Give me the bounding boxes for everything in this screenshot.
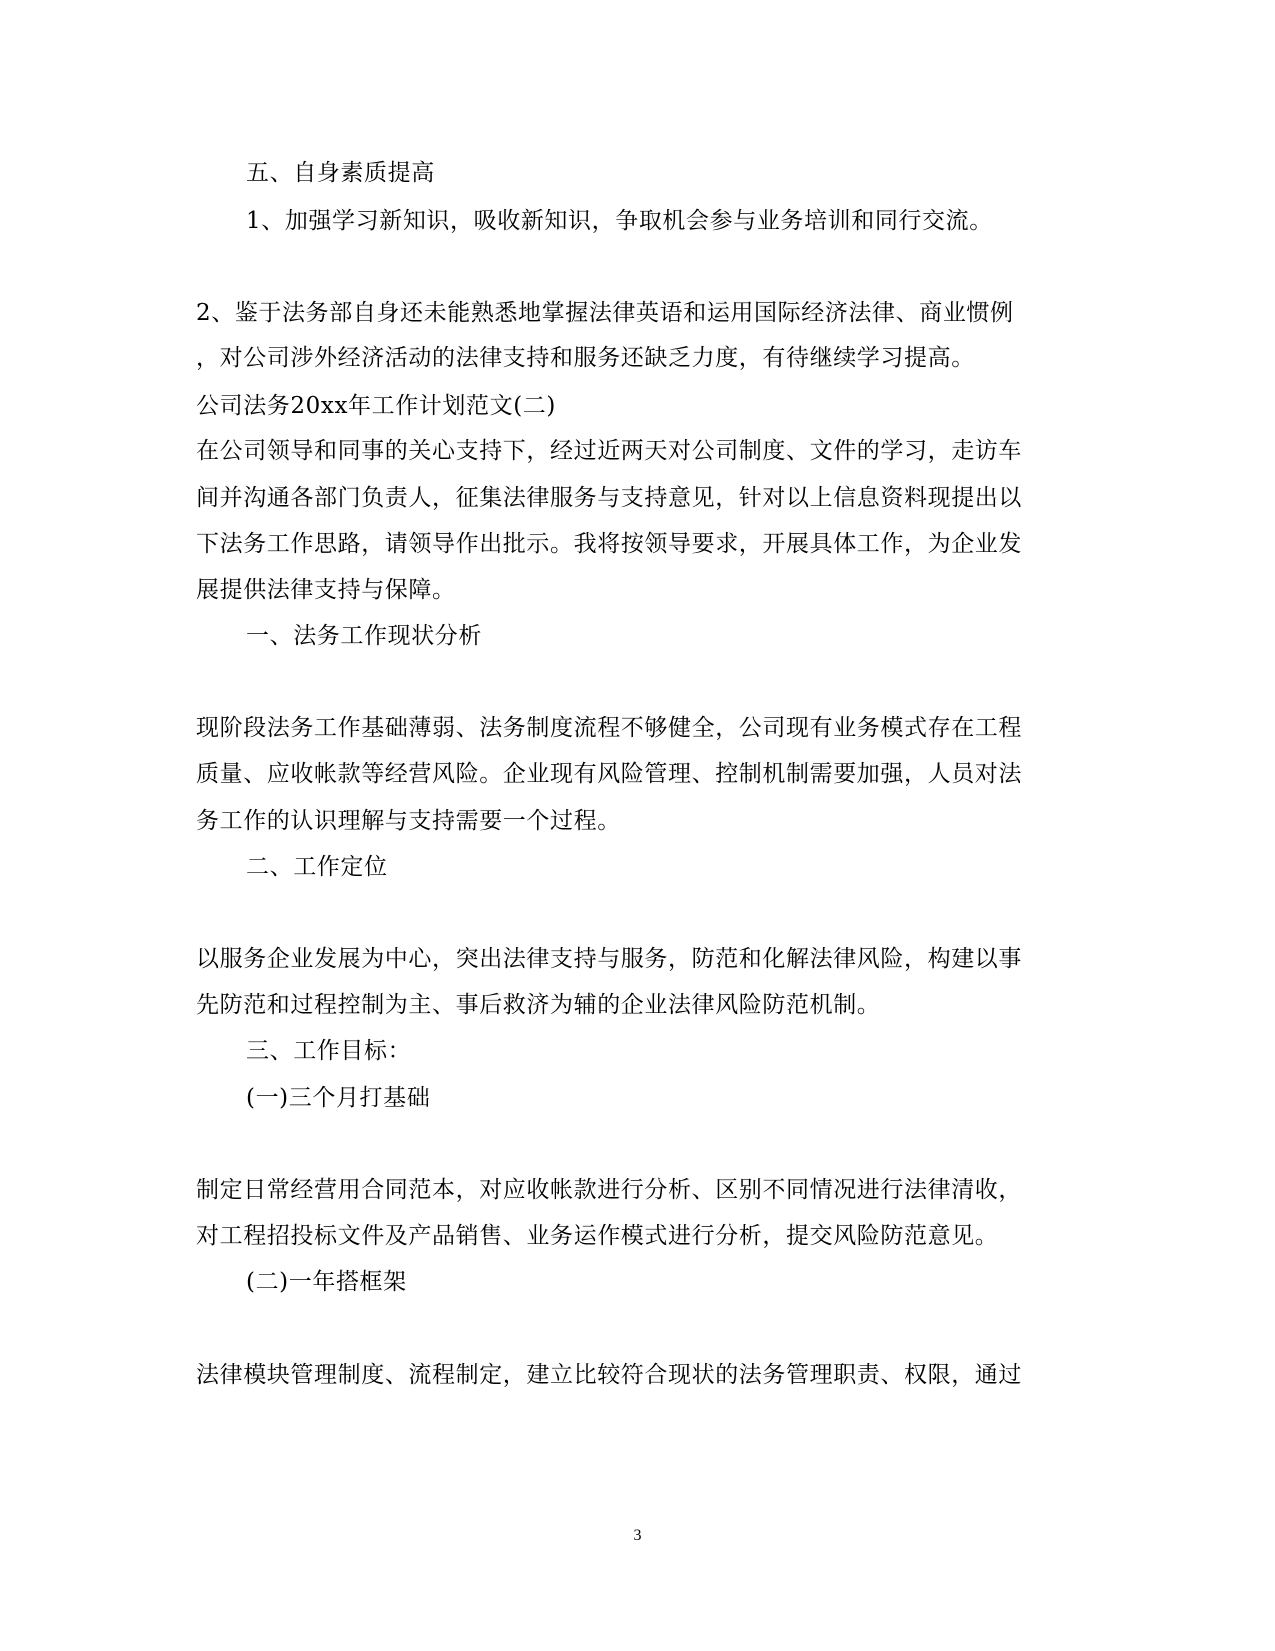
paragraph-line: 制定日常经营用合同范本，对应收帐款进行分析、区别不同情况进行法律清收，: [196, 1177, 1022, 1203]
paragraph-line: 法律模块管理制度、流程制定，建立比较符合现状的法务管理职责、权限，通过: [196, 1362, 1022, 1388]
paragraph-line: 现阶段法务工作基础薄弱、法务制度流程不够健全，公司现有业务模式存在工程: [196, 715, 1022, 741]
paragraph-line: 2、鉴于法务部自身还未能熟悉地掌握法律英语和运用国际经济法律、商业惯例: [196, 300, 1014, 326]
list-item-1: 1、加强学习新知识，吸收新知识，争取机会参与业务培训和同行交流。: [246, 208, 993, 234]
section-heading-1: 一、法务工作现状分析: [246, 623, 482, 649]
paragraph-line: 间并沟通各部门负责人，征集法律服务与支持意见，针对以上信息资料现提出以: [196, 485, 1022, 511]
paragraph-line: ，对公司涉外经济活动的法律支持和服务还缺乏力度，有待继续学习提高。: [196, 345, 975, 371]
section-heading-5: 五、自身素质提高: [246, 160, 435, 186]
paragraph-line: 以服务企业发展为中心，突出法律支持与服务，防范和化解法律风险，构建以事: [196, 946, 1022, 972]
paragraph-line: 务工作的认识理解与支持需要一个过程。: [196, 808, 621, 834]
section-heading-2: 二、工作定位: [246, 854, 388, 880]
page-number: 3: [633, 1527, 642, 1544]
paragraph-line: 质量、应收帐款等经营风险。企业现有风险管理、控制机制需要加强，人员对法: [196, 761, 1022, 787]
paragraph-line: 展提供法律支持与保障。: [196, 577, 456, 603]
subsection-heading-1: (一)三个月打基础: [246, 1085, 431, 1111]
document-subtitle: 公司法务20xx年工作计划范文(二): [196, 393, 556, 419]
paragraph-line: 下法务工作思路，请领导作出批示。我将按领导要求，开展具体工作，为企业发: [196, 531, 1022, 557]
paragraph-line: 对工程招投标文件及产品销售、业务运作模式进行分析，提交风险防范意见。: [196, 1223, 999, 1249]
subsection-heading-2: (二)一年搭框架: [246, 1269, 407, 1295]
section-heading-3: 三、工作目标：: [246, 1038, 412, 1064]
paragraph-line: 在公司领导和同事的关心支持下，经过近两天对公司制度、文件的学习，走访车: [196, 438, 1022, 464]
paragraph-line: 先防范和过程控制为主、事后救济为辅的企业法律风险防范机制。: [196, 992, 881, 1018]
